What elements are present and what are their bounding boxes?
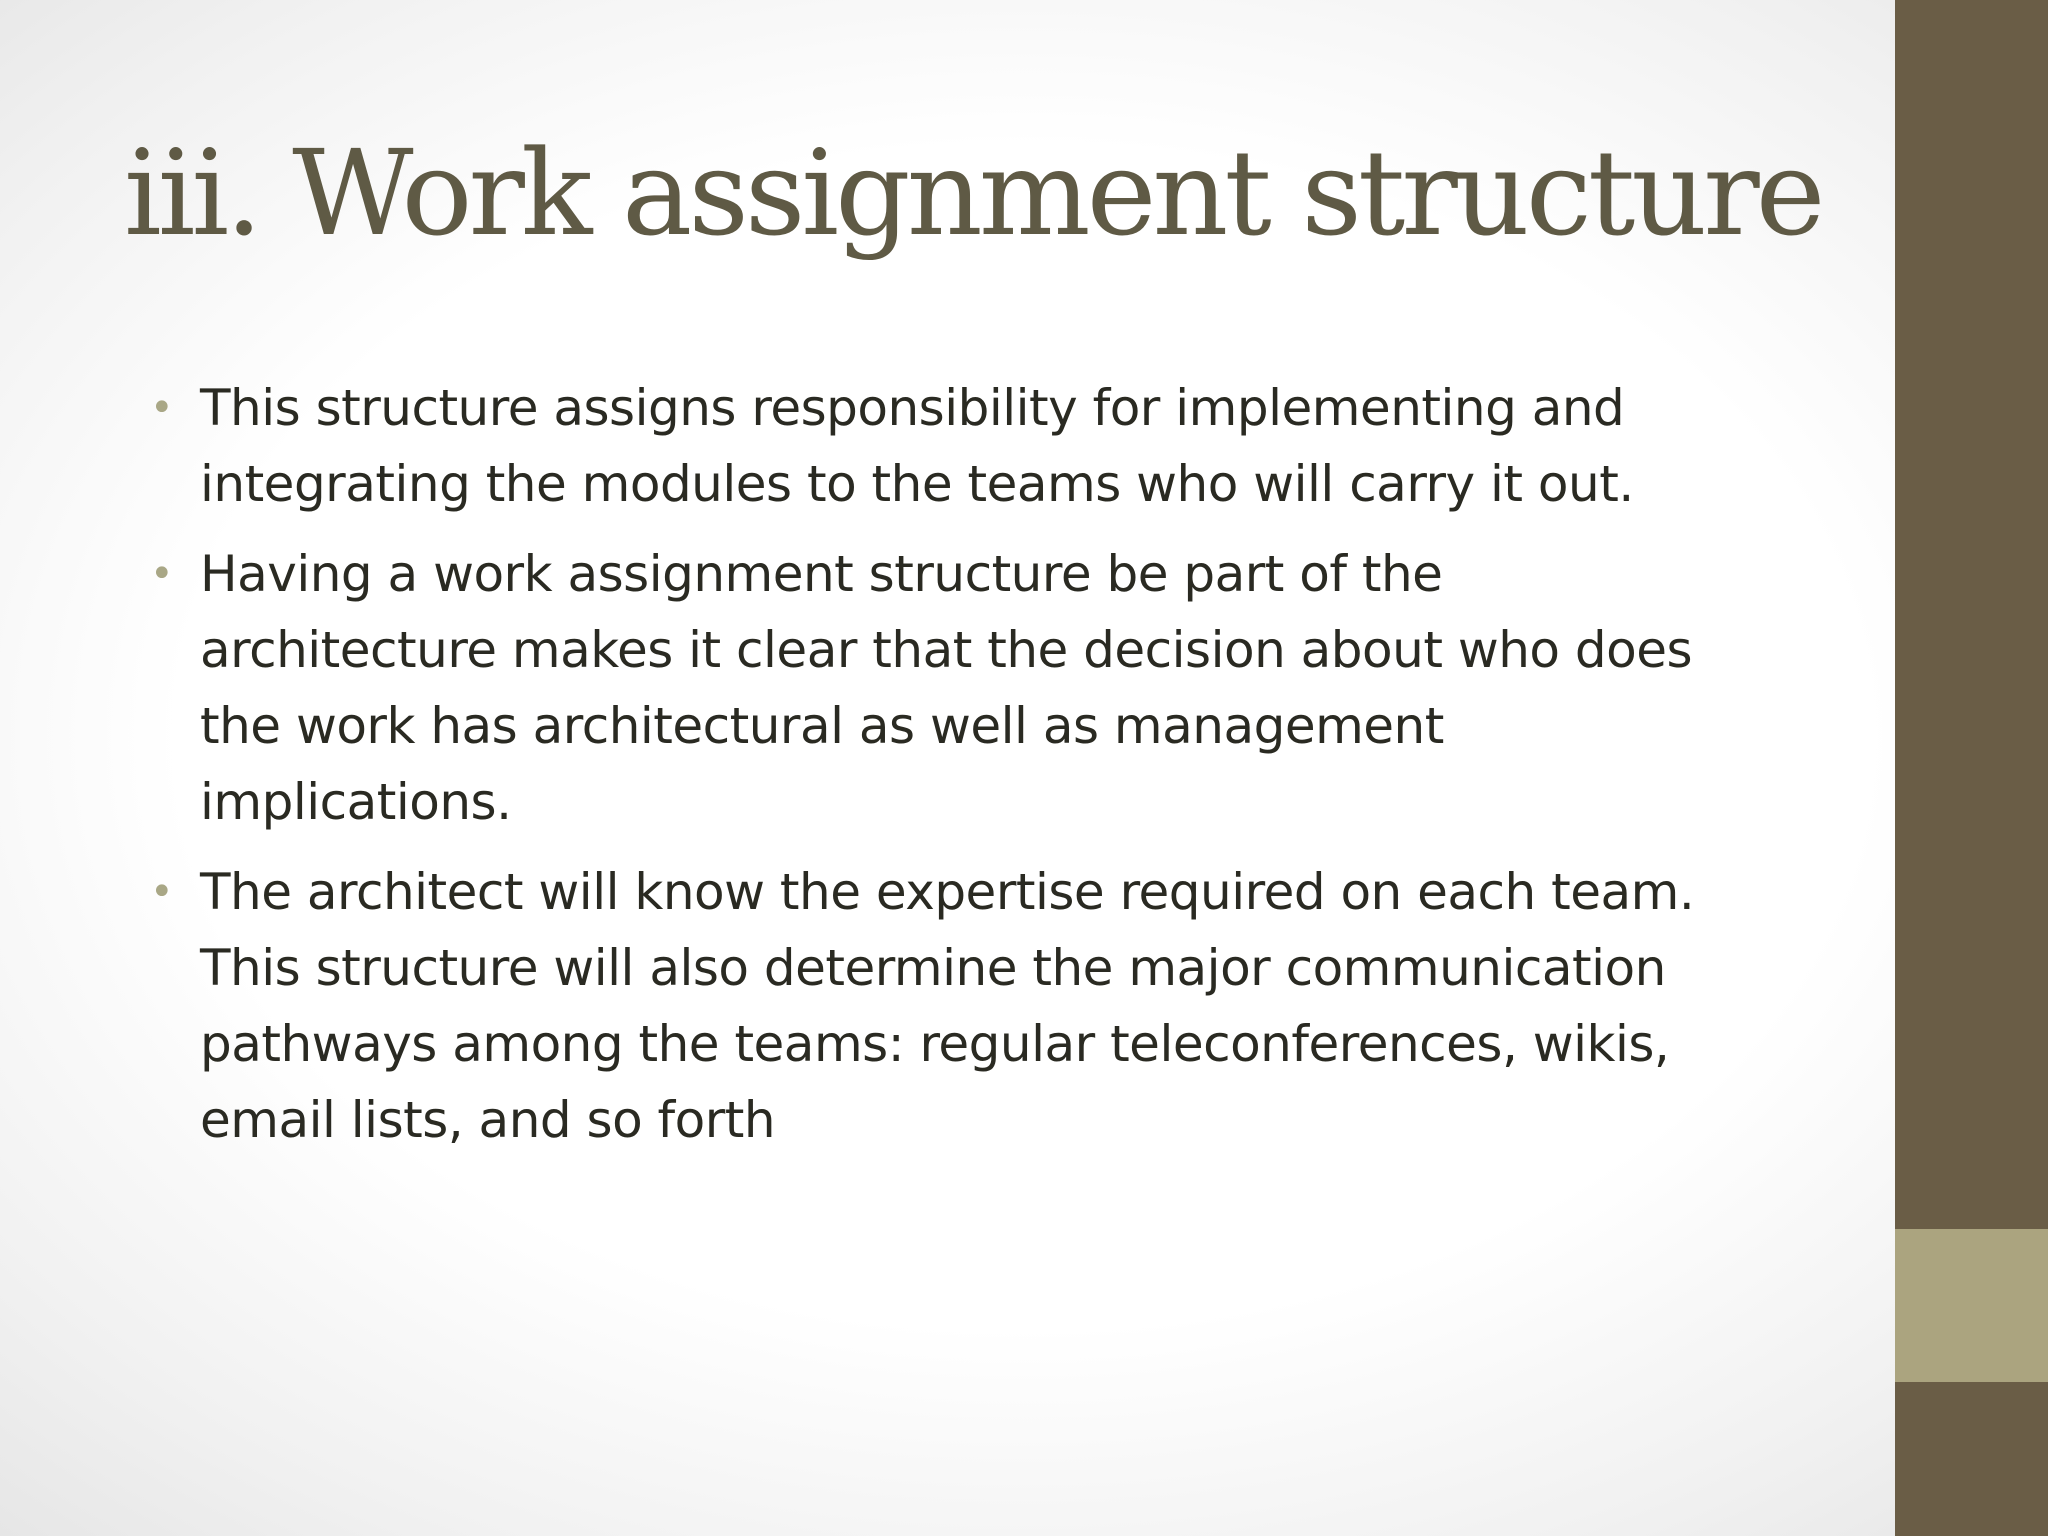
bullet-text: This structure assigns responsibility for implementing and integrating the modules to the teams who will carry it out.: [200, 379, 1634, 513]
bullet-icon: •: [150, 385, 174, 431]
bullet-icon: •: [150, 869, 174, 915]
bullet-item: [150, 370, 1850, 522]
bullet-item: [150, 536, 1850, 840]
side-bar-accent: [1895, 1229, 2048, 1382]
bullet-item: [150, 854, 1850, 1158]
bullet-list: [150, 370, 1850, 1172]
bullet-text: Having a work assignment structure be part of the architecture makes it clear that the decision about who does the work has architectural as well as management implications.: [200, 545, 1693, 831]
slide-title: iii. Work assignment structure: [124, 124, 1822, 262]
bullet-icon: •: [150, 551, 174, 597]
bullet-text: The architect will know the expertise required on each team. This structure will also determine the major communication pathways among the teams: regular teleconferences, wikis, email lists, and so forth: [200, 863, 1695, 1149]
